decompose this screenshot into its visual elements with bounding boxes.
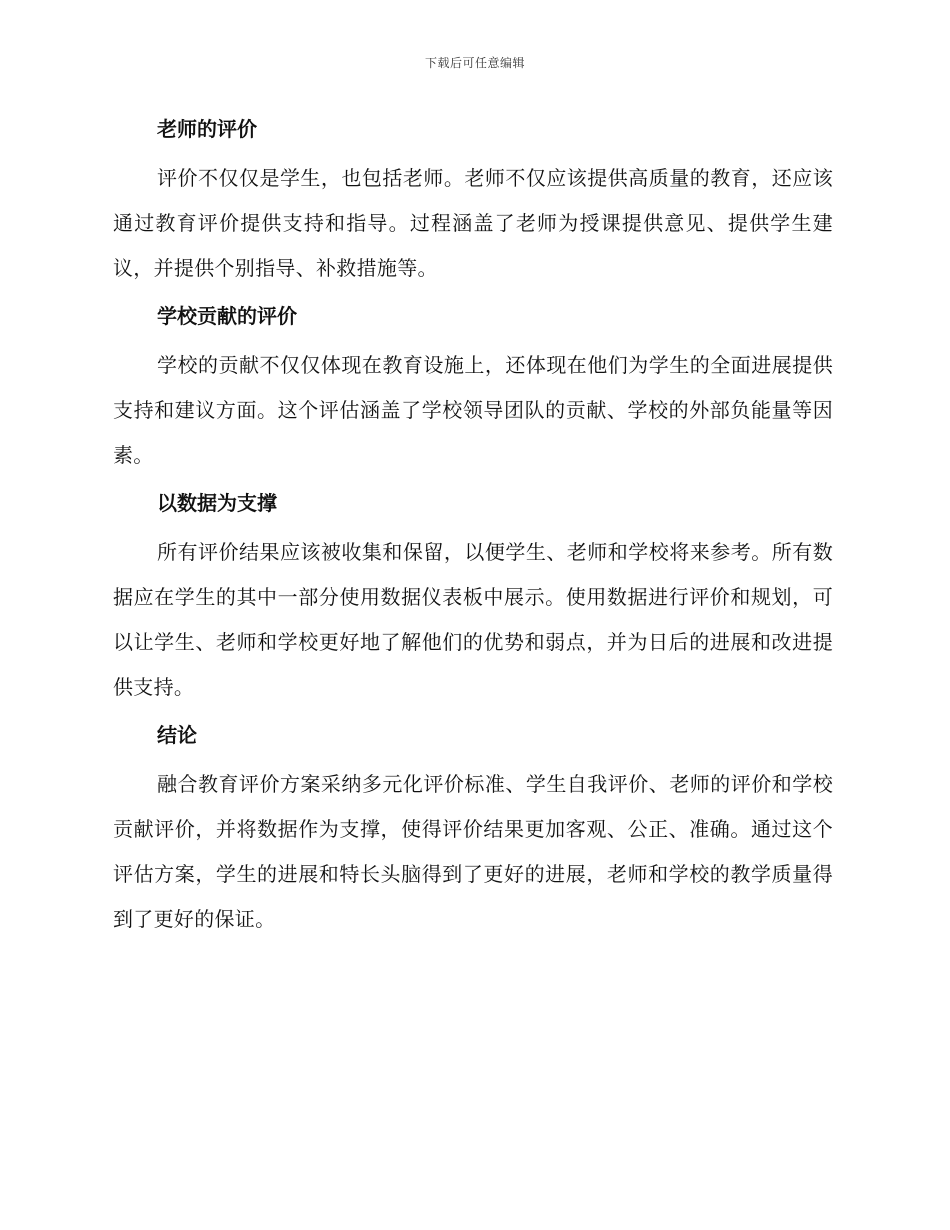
document-body xyxy=(113,112,833,950)
section-paragraph: 学校的贡献不仅仅体现在教育设施上，还体现在他们为学生的全面进展提供支持和建议方面。这个评估涵盖了学校领导团队的贡献、学校的外部负能量等因素。 xyxy=(113,353,833,467)
section-heading: 以数据为支撑 xyxy=(157,491,277,515)
section-data-support xyxy=(113,486,833,710)
section-heading: 结论 xyxy=(157,723,197,747)
section-paragraph: 融合教育评价方案采纳多元化评价标准、学生自我评价、老师的评价和学校贡献评价，并将数据作为支撑，使得评价结果更加客观、公正、准确。通过这个评估方案，学生的进展和特长头脑得到了更好的进展，老师和学校的教学质量得到了更好的保证。 xyxy=(113,772,833,931)
section-heading: 学校贡献的评价 xyxy=(157,304,297,328)
section-heading: 老师的评价 xyxy=(157,117,257,141)
section-paragraph: 评价不仅仅是学生，也包括老师。老师不仅应该提供高质量的教育，还应该通过教育评价提供支持和指导。过程涵盖了老师为授课提供意见、提供学生建议，并提供个别指导、补救措施等。 xyxy=(113,166,833,280)
section-teacher-evaluation xyxy=(113,112,833,291)
page-header: 下载后可任意编辑 xyxy=(424,56,525,70)
section-school-contribution xyxy=(113,299,833,478)
section-paragraph: 所有评价结果应该被收集和保留，以便学生、老师和学校将来参考。所有数据应在学生的其中一部分使用数据仪表板中展示。使用数据进行评价和规划，可以让学生、老师和学校更好地了解他们的优势和弱点，并为日后的进展和改进提供支持。 xyxy=(113,540,833,699)
section-conclusion xyxy=(113,718,833,942)
